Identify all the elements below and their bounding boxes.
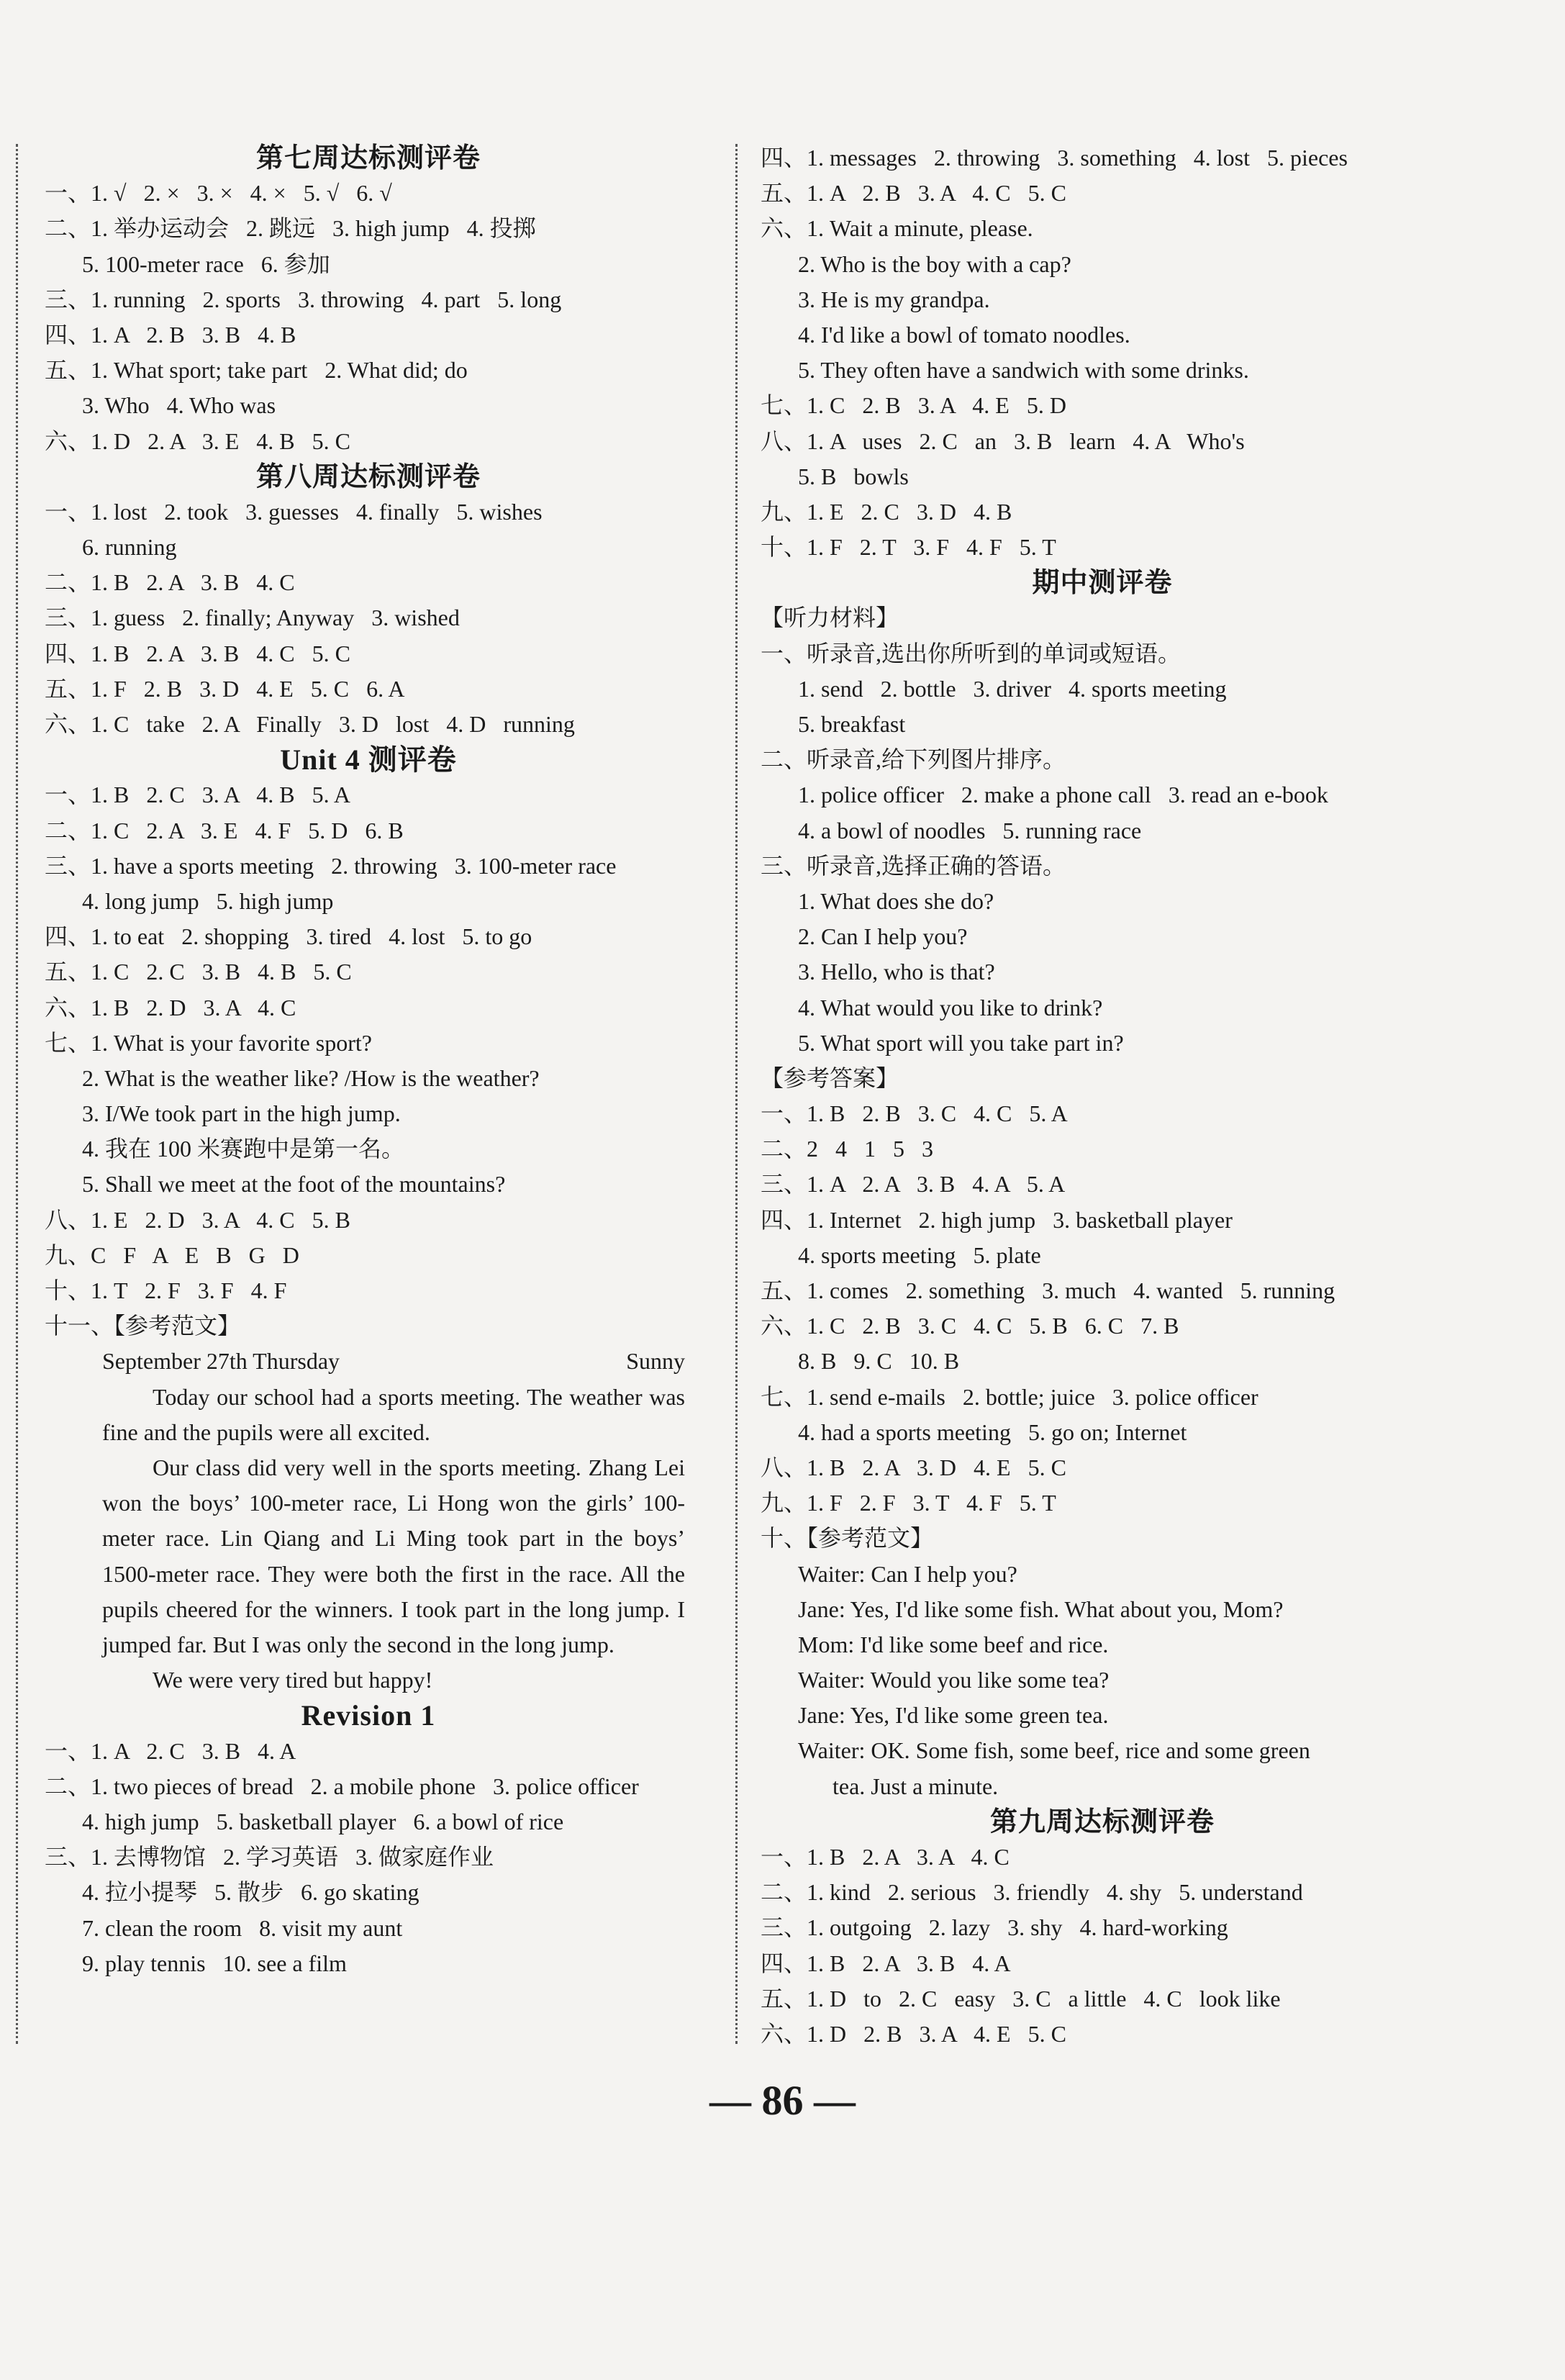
answer-line: 一、1. B 2. C 3. A 4. B 5. A [45, 782, 350, 808]
answer-line: 三、1. 去博物馆 2. 学习英语 3. 做家庭作业 [45, 1844, 494, 1870]
answer-line: 九、C F A E B G D [45, 1241, 299, 1268]
answer-line: 十一、【参考范文】 [45, 1313, 241, 1339]
answer-line: 三、1. A 2. A 3. B 4. A 5. A [761, 1171, 1066, 1198]
answer-line: 一、1. B 2. B 3. C 4. C 5. A [761, 1100, 1068, 1127]
answer-line: 4. high jump 5. basketball player 6. a bowl of rice [82, 1808, 564, 1834]
answer-line: Jane: Yes, I'd like some fish. What about you, Mom? [798, 1596, 1284, 1622]
answer-line: 二、1. 举办运动会 2. 跳远 3. high jump 4. 投掷 [45, 215, 536, 242]
essay-weather: Sunny [626, 1348, 685, 1375]
answer-line: 【听力材料】 [761, 605, 899, 631]
answer-line: 四、1. Internet 2. high jump 3. basketball player [761, 1206, 1233, 1233]
section-heading: 第九周达标测评卷 [989, 1805, 1215, 1837]
essay-paragraph: We were very tired but happy! [153, 1667, 433, 1693]
answer-line: 九、1. E 2. C 3. D 4. B [761, 498, 1012, 525]
answer-line: 9. play tennis 10. see a film [82, 1950, 347, 1976]
answer-line: 5. B bowls [798, 463, 909, 489]
answer-line: 七、1. send e-mails 2. bottle; juice 3. police officer [761, 1383, 1258, 1410]
answer-line: 三、1. have a sports meeting 2. throwing 3. 100-meter race [45, 852, 617, 879]
answer-line: tea. Just a minute. [833, 1773, 999, 1799]
answer-line: 4. had a sports meeting 5. go on; Internet [798, 1419, 1187, 1445]
answer-line: 六、1. D 2. A 3. E 4. B 5. C [45, 427, 350, 454]
answer-line: 四、1. A 2. B 3. B 4. B [45, 321, 296, 348]
answer-line: 八、1. E 2. D 3. A 4. C 5. B [45, 1206, 350, 1233]
answer-line: 5. 100-meter race 6. 参加 [82, 250, 330, 277]
answer-line: 五、1. A 2. B 3. A 4. C 5. C [761, 180, 1066, 207]
answer-line: 六、1. C take 2. A Finally 3. D lost 4. D running [45, 711, 575, 737]
answer-line: 5. Shall we meet at the foot of the mountains? [82, 1171, 506, 1198]
answer-line: 一、1. A 2. C 3. B 4. A [45, 1737, 296, 1764]
answer-line: 一、听录音,选出你所听到的单词或短语。 [761, 640, 1181, 666]
answer-line: 五、1. D to 2. C easy 3. C a little 4. C look like [761, 1985, 1281, 2012]
answer-line: 四、1. to eat 2. shopping 3. tired 4. lost 5. to go [45, 923, 532, 950]
answer-line: 3. Who 4. Who was [82, 392, 276, 419]
answer-line: 4. long jump 5. high jump [82, 887, 334, 914]
answer-line: 四、1. B 2. A 3. B 4. A [761, 1950, 1011, 1976]
answer-line: 4. I'd like a bowl of tomato noodles. [798, 321, 1130, 348]
page-number: — 86 — [709, 2077, 856, 2124]
section-heading: 第八周达标测评卷 [255, 460, 481, 492]
right-column [761, 140, 1444, 2052]
answer-line: 5. breakfast [798, 711, 906, 737]
answer-line: 七、1. What is your favorite sport? [45, 1029, 373, 1056]
essay-date-line [45, 1344, 692, 1379]
answer-line: 二、1. B 2. A 3. B 4. C [45, 569, 295, 596]
answer-line: Waiter: OK. Some fish, some beef, rice and some green [798, 1737, 1310, 1764]
essay-paragraph: Today our school had a sports meeting. The weather was fine and the pupils were all excited. [102, 1383, 685, 1445]
answer-line: 1. send 2. bottle 3. driver 4. sports meeting [798, 675, 1227, 702]
answer-line: 七、1. C 2. B 3. A 4. E 5. D [761, 392, 1066, 419]
answer-line: 5. What sport will you take part in? [798, 1029, 1124, 1056]
answer-line: 3. He is my grandpa. [798, 286, 990, 312]
essay-paragraph: Our class did very well in the sports meeting. Zhang Lei won the boys’ 100-meter race, Li Hong won the girls’ 100-meter race. Lin Qiang and Li Ming took part in the boys’ 1500-meter race. They were both the first in the race. All the pupils cheered for the winners. I took part in the long jump. I jumped far. But I was only the second in the long jump. [102, 1454, 685, 1657]
answer-line: 4. a bowl of noodles 5. running race [798, 817, 1142, 843]
answer-line: 十、1. F 2. T 3. F 4. F 5. T [761, 534, 1056, 561]
essay-date: September 27th Thursday [102, 1348, 340, 1375]
answer-line: Mom: I'd like some beef and rice. [798, 1631, 1109, 1657]
answer-line: 三、1. running 2. sports 3. throwing 4. part 5. long [45, 286, 562, 312]
section-heading: 期中测评卷 [1032, 566, 1173, 599]
answer-line: 六、1. Wait a minute, please. [761, 215, 1033, 242]
column-divider-dots [735, 144, 738, 2044]
answer-line: Waiter: Can I help you? [798, 1560, 1017, 1587]
answer-line: 4. 我在 100 米赛跑中是第一名。 [82, 1136, 405, 1162]
section-heading: Unit 4 测评卷 [280, 743, 457, 777]
answer-line: 五、1. F 2. B 3. D 4. E 5. C 6. A [45, 675, 405, 702]
answer-line: 一、1. lost 2. took 3. guesses 4. finally 5. wishes [45, 498, 543, 525]
answer-line: 2. Who is the boy with a cap? [798, 250, 1071, 277]
answer-line: 4. What would you like to drink? [798, 994, 1103, 1021]
answer-line: Waiter: Would you like some tea? [798, 1667, 1110, 1693]
answer-line: 五、1. C 2. C 3. B 4. B 5. C [45, 959, 352, 985]
answer-line: 二、1. two pieces of bread 2. a mobile phone 3. police officer [45, 1773, 639, 1799]
answer-line: 2. Can I help you? [798, 923, 968, 950]
answer-line: 十、【参考范文】 [761, 1525, 934, 1552]
answer-line: 二、听录音,给下列图片排序。 [761, 746, 1066, 773]
answer-line: 六、1. B 2. D 3. A 4. C [45, 994, 296, 1021]
answer-line: 5. They often have a sandwich with some drinks. [798, 357, 1249, 384]
answer-line: 九、1. F 2. F 3. T 4. F 5. T [761, 1490, 1056, 1516]
answer-line: 八、1. B 2. A 3. D 4. E 5. C [761, 1454, 1066, 1480]
answer-line: 2. What is the weather like? /How is the weather? [82, 1064, 540, 1091]
sample-essay [45, 1380, 692, 1698]
answer-line: 四、1. B 2. A 3. B 4. C 5. C [45, 640, 350, 666]
answer-line: 二、1. kind 2. serious 3. friendly 4. shy 5. understand [761, 1879, 1303, 1906]
answer-line: 6. running [82, 534, 177, 561]
left-margin-dots [16, 144, 18, 2044]
answer-line: 二、2 4 1 5 3 [761, 1136, 934, 1162]
answer-line: 十、1. T 2. F 3. F 4. F [45, 1277, 287, 1303]
answer-line: 三、1. guess 2. finally; Anyway 3. wished [45, 605, 460, 631]
answer-line: 二、1. C 2. A 3. E 4. F 5. D 6. B [45, 817, 404, 843]
answer-line: 六、1. D 2. B 3. A 4. E 5. C [761, 2020, 1066, 2047]
answer-line: 一、1. √ 2. × 3. × 4. × 5. √ 6. √ [45, 180, 392, 207]
answer-line: 1. police officer 2. make a phone call 3. read an e-book [798, 782, 1328, 808]
answer-line: Jane: Yes, I'd like some green tea. [798, 1702, 1109, 1729]
answer-line: 三、1. outgoing 2. lazy 3. shy 4. hard-working [761, 1914, 1228, 1941]
section-heading: 第七周达标测评卷 [255, 142, 481, 173]
answer-line: 八、1. A uses 2. C an 3. B learn 4. A Who's [761, 427, 1245, 454]
answer-line: 1. What does she do? [798, 887, 994, 914]
answer-line: 4. sports meeting 5. plate [798, 1241, 1041, 1268]
answer-line: 4. 拉小提琴 5. 散步 6. go skating [82, 1879, 419, 1906]
answer-line: 一、1. B 2. A 3. A 4. C [761, 1844, 1010, 1870]
answer-line: 8. B 9. C 10. B [798, 1348, 960, 1375]
answer-line: 三、听录音,选择正确的答语。 [761, 852, 1066, 879]
answer-line: 五、1. What sport; take part 2. What did; do [45, 357, 468, 384]
answer-line: 六、1. C 2. B 3. C 4. C 5. B 6. C 7. B [761, 1313, 1179, 1339]
answer-line: 3. Hello, who is that? [798, 959, 995, 985]
answer-line: 四、1. messages 2. throwing 3. something 4. lost 5. pieces [761, 145, 1348, 171]
answer-line: 3. I/We took part in the high jump. [82, 1100, 401, 1127]
answer-line: 五、1. comes 2. something 3. much 4. wanted 5. running [761, 1277, 1335, 1303]
left-column [45, 140, 692, 1981]
answer-line: 7. clean the room 8. visit my aunt [82, 1914, 403, 1941]
answer-line: 【参考答案】 [761, 1064, 899, 1091]
section-heading: Revision 1 [301, 1699, 436, 1732]
